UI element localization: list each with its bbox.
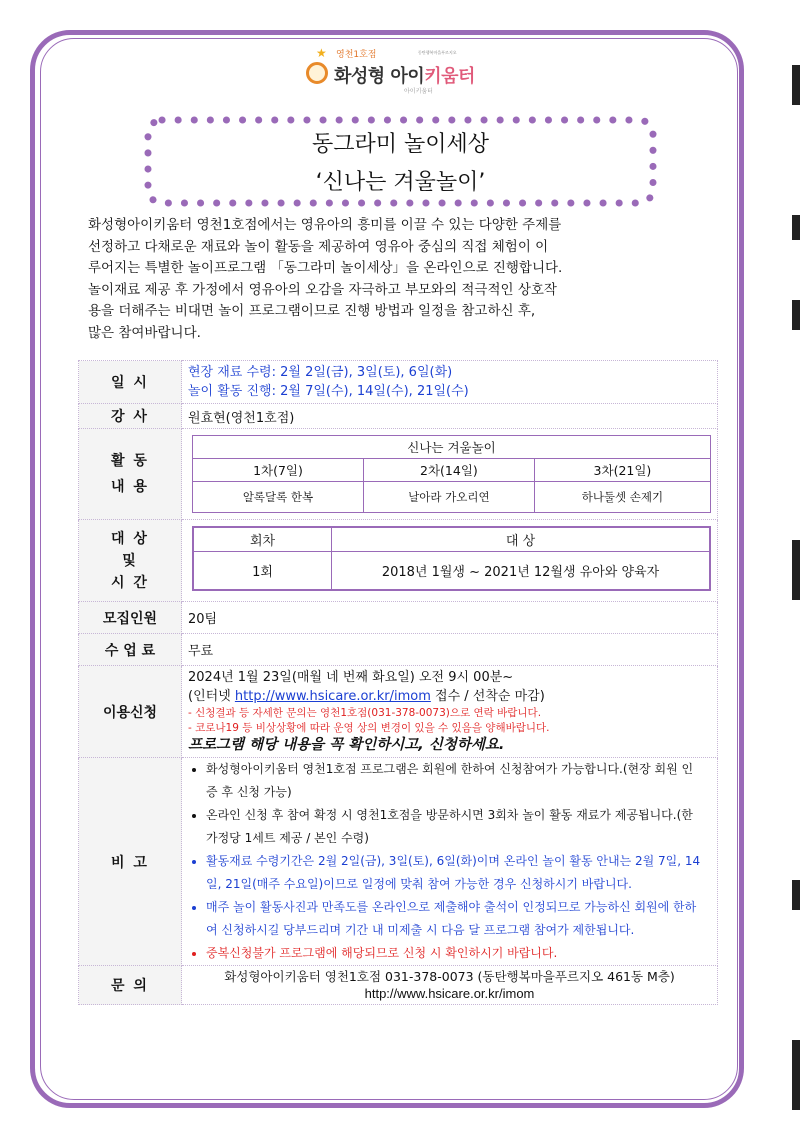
- remark-item: • 중복신청불가 프로그램에 해당되므로 신청 시 확인하시기 바랍니다.: [206, 942, 703, 965]
- apply-note-1: - 신청결과 등 자세한 문의는 영천1호점(031-378-0073)으로 연락 바랍니다.: [188, 707, 542, 719]
- logo-subtext: 아이키움터: [404, 88, 433, 95]
- intro-line: 용을 더해주는 비대면 놀이 프로그램이므로 진행 방법과 일정을 참고하신 후,: [88, 303, 536, 319]
- page-edge-mark: [792, 1040, 800, 1110]
- instructor-value: 원효현(영천1호점): [182, 404, 718, 429]
- capacity-value: 20팀: [182, 602, 718, 634]
- round-value: 1회: [193, 552, 332, 591]
- activity-table: [192, 435, 711, 513]
- title-box: [143, 115, 658, 208]
- schedule-label: 일 시: [79, 361, 182, 404]
- contact-value: 화성형아이키움터 영천1호점 031-378-0073 (동탄행복마을푸르지오 461동 M층) http://www.hsicare.or.kr/imom: [182, 966, 718, 1005]
- contact-label: 문 의: [79, 966, 182, 1005]
- intro-line: 루어지는 특별한 놀이프로그램 「동그라미 놀이세상」을 온라인으로 진행합니다.: [88, 260, 563, 276]
- logo-org: 동탄행복마을푸르지오: [418, 50, 457, 55]
- schedule-row: [79, 361, 718, 404]
- remark-item: • 활동재료 수령기간은 2월 2일(금), 3일(토), 6일(화)이며 온라인 놀이 활동 안내는 2월 7일, 14일, 21일(매주 수요일)이므로 일정에 맞춰 참여 가능한 경우 신청하시기 바랍니다.: [206, 850, 703, 896]
- apply-note-2: - 코로나19 등 비상상황에 따라 운영 상의 변경이 있을 수 있음을 양해바랍니다.: [188, 722, 550, 734]
- page-edge-mark: [792, 300, 800, 330]
- page-title: 동그라미 놀이세상: [311, 132, 489, 157]
- logo: [300, 44, 530, 98]
- instructor-label: 강 사: [79, 404, 182, 429]
- smile-face-icon: [306, 62, 328, 84]
- remarks-row: [79, 758, 718, 966]
- target-row: [79, 520, 718, 602]
- activity-row: [79, 429, 718, 520]
- session-2: 2차(14일): [363, 459, 534, 482]
- intro-line: 선정하고 다채로운 재료와 놀이 활동을 제공하여 영유아 중심의 직접 체험이 이: [88, 238, 549, 255]
- target-value: 2018년 1월생 ~ 2021년 12월생 유아와 양육자: [332, 552, 711, 591]
- session-3-item: 하나둘셋 손제기: [534, 482, 710, 513]
- target-header: 대 상: [332, 527, 711, 552]
- intro-line: 많은 참여바랍니다.: [88, 324, 201, 341]
- target-label: 대 상 및 시 간: [79, 520, 182, 602]
- intro-paragraph: [88, 215, 708, 344]
- contact-url: http://www.hsicare.or.kr/imom: [364, 986, 535, 1001]
- session-1: 1차(7일): [193, 459, 364, 482]
- apply-label: 이용신청: [79, 666, 182, 758]
- apply-row: [79, 666, 718, 758]
- capacity-label: 모집인원: [79, 602, 182, 634]
- page-edge-mark: [792, 880, 800, 910]
- logo-name: 화성형 아이키움터: [334, 66, 475, 87]
- fee-value: 무료: [182, 634, 718, 666]
- apply-notice: 프로그램 해당 내용을 꼭 확인하시고, 신청하세요.: [188, 737, 505, 753]
- remark-item: • 화성형아이키움터 영천1호점 프로그램은 회원에 한하여 신청참여가 가능합니다.(현장 회원 인증 후 신청 가능): [206, 758, 703, 804]
- apply-value: 2024년 1월 23일(매월 네 번째 화요일) 오전 9시 00분~ (인터넷 http://www.hsicare.or.kr/imom 접수 / 선착순 마감) - 신청결과 등 자세한 문의는 영천1호점(031-378-0073)으로 연락 바랍니다. - 코로나19 등 비상상황에 따라 운영 상의 변경이 있을 수 있음을 양해바랍니다. 프로그램 해당 내용을 꼭 확인하시고, 신청하세요.: [182, 666, 718, 758]
- fee-row: [79, 634, 718, 666]
- activity-label: 활 동 내 용: [79, 429, 182, 520]
- remark-item: • 온라인 신청 후 참여 확정 시 영천1호점을 방문하시면 3회차 놀이 활동 재료가 제공됩니다.(한 가정당 1세트 제공 / 본인 수령): [206, 804, 703, 850]
- schedule-value: 현장 재료 수령: 2월 2일(금), 3일(토), 6일(화) 놀이 활동 진행: 2월 7일(수), 14일(수), 21일(수): [182, 361, 718, 404]
- intro-line: 놀이재료 제공 후 가정에서 영유아의 오감을 자극하고 부모와의 적극적인 상호작: [88, 281, 557, 298]
- round-header: 회차: [193, 527, 332, 552]
- instructor-row: [79, 404, 718, 429]
- remark-item: • 매주 놀이 활동사진과 만족도를 온라인으로 제출해야 출석이 인정되므로 가능하신 회원에 한하여 신청하시길 당부드리며 기간 내 미제출 시 다음 달 프로그램 참여가 제한됩니다.: [206, 896, 703, 942]
- logo-branch: 영천1호점: [336, 50, 377, 60]
- page-edge-mark: [792, 540, 800, 600]
- info-table: [78, 360, 718, 1005]
- fee-label: 수 업 료: [79, 634, 182, 666]
- activity-header: 신나는 겨울놀이: [193, 436, 711, 459]
- contact-row: [79, 966, 718, 1005]
- target-table: [192, 526, 711, 591]
- page-subtitle: ‘신나는 겨울놀이’: [315, 170, 486, 195]
- apply-link[interactable]: http://www.hsicare.or.kr/imom: [234, 689, 431, 704]
- capacity-row: [79, 602, 718, 634]
- session-2-item: 날아라 가오리연: [363, 482, 534, 513]
- session-1-item: 알록달록 한복: [193, 482, 364, 513]
- page-edge-mark: [792, 65, 800, 105]
- session-3: 3차(21일): [534, 459, 710, 482]
- star-icon: ★: [316, 46, 327, 60]
- intro-line: 화성형아이키움터 영천1호점에서는 영유아의 흥미를 이끌 수 있는 다양한 주제를: [88, 217, 562, 233]
- remarks-list: [192, 758, 703, 965]
- page-edge-mark: [792, 215, 800, 240]
- remarks-label: 비 고: [79, 758, 182, 966]
